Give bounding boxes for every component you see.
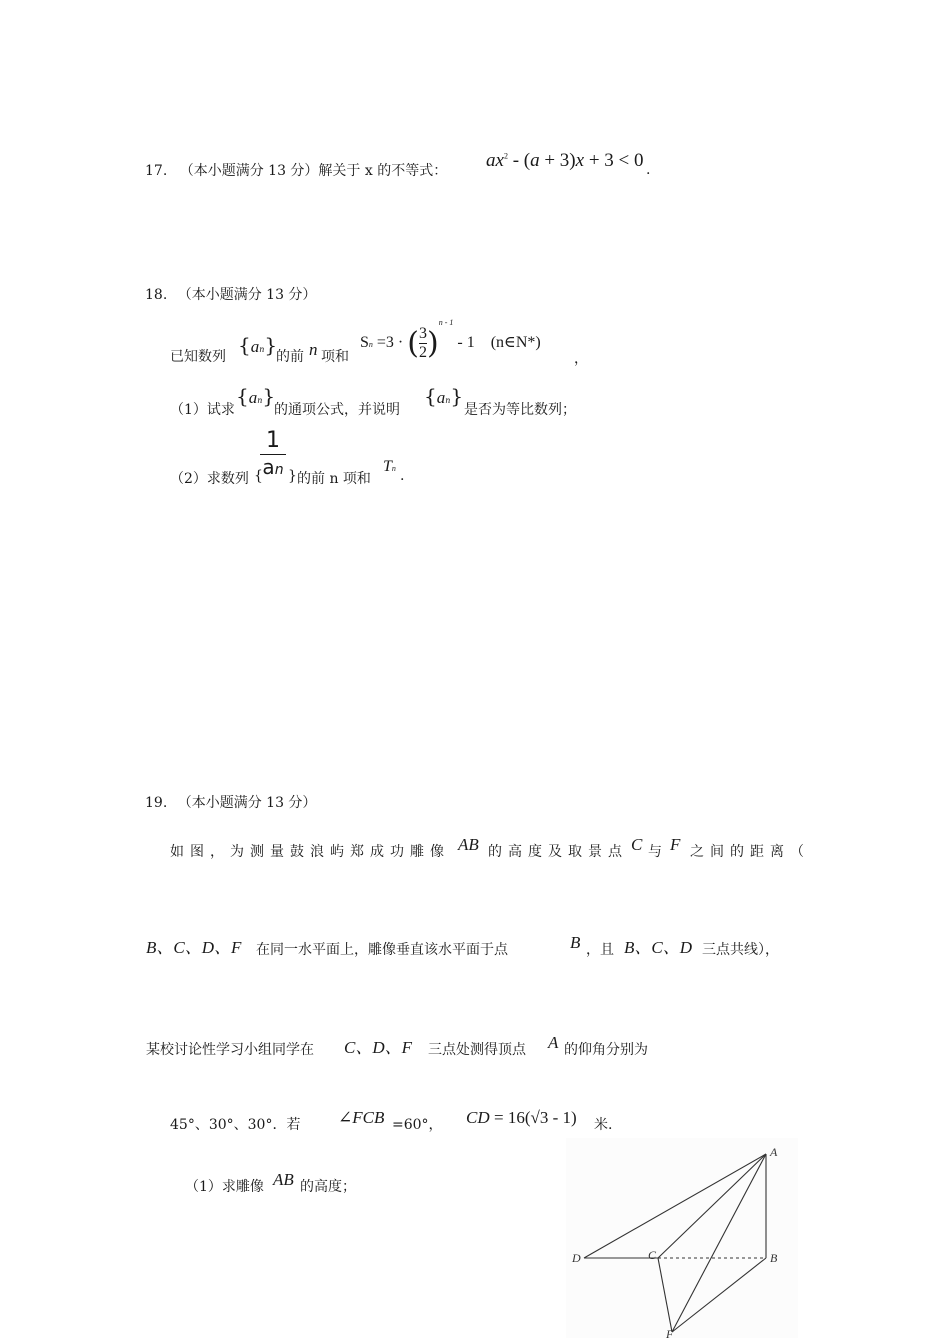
q18-part2-mid: 的前 n 项和: [297, 471, 371, 487]
label-A: A: [770, 1145, 778, 1159]
q18-part2-end: .: [400, 468, 405, 484]
q18-part1-end: 是否为等比数列；: [464, 402, 576, 418]
q18-heading: （本小题满分 13 分）: [177, 287, 317, 303]
q19-heading-line: [145, 792, 316, 812]
q18-a-sub: n: [259, 345, 265, 354]
q17-x: x: [575, 150, 585, 171]
q19-line3-b: 三点处测得顶点: [428, 1042, 526, 1058]
q17-paren: (: [523, 150, 531, 171]
q19-line4-angles: 45°、30°、30°．若: [170, 1117, 301, 1133]
q19-line2-b: ，且: [586, 942, 614, 958]
q19-line3-c: 的仰角分别为: [564, 1042, 648, 1058]
q19-part1-end: 的高度；: [300, 1179, 356, 1195]
q18-minus1: - 1: [457, 334, 475, 351]
q18-line1-text-b: 的前: [276, 349, 304, 365]
q18-part2-rbrace: }: [288, 468, 297, 484]
q18-part1-an: {an}: [236, 384, 276, 408]
q17-tail: + 3 < 0: [588, 150, 644, 171]
q18-part2-frac-den-sub: n: [274, 462, 284, 478]
q17-line: [145, 160, 447, 180]
q18-exp: n - 1: [438, 318, 454, 327]
label-B: B: [770, 1251, 778, 1265]
q17-formula: [486, 150, 644, 172]
q19-line1-AB: AB: [458, 835, 479, 854]
q18-eq3: =3 ·: [376, 334, 404, 351]
q18-part2-lbrace: {: [254, 468, 263, 484]
q18-part1-label: （1）试求: [170, 402, 235, 418]
q18-comma: ，: [574, 351, 588, 367]
q18-number: 18.: [145, 287, 168, 303]
q18-part2-T: Tn: [383, 458, 396, 475]
q19-line2-c: 三点共线），: [702, 942, 779, 958]
q18-heading-line: [145, 284, 316, 304]
q18-sum-formula: Sn =3 · ( $\frac{3}{2}$ )$^{n - 1}$ - 1 (n∈N*): [360, 318, 541, 361]
q19-part1-AB: AB: [273, 1170, 294, 1189]
q18-frac: $\frac{3}{2}$: [418, 325, 427, 361]
q17-a: a: [530, 150, 540, 171]
q18-line1-text-c: 项和: [321, 349, 349, 365]
q19-line4-eq2: = 16(√3 - 1): [494, 1108, 577, 1127]
q19-line4-eq: =60°，: [392, 1117, 443, 1133]
q18-part2-label: （2）求数列: [170, 471, 249, 487]
q19-line4-unit: 米.: [594, 1117, 613, 1133]
q19-line1-b: 的高度及取景点: [488, 844, 628, 860]
q17-period: .: [646, 162, 651, 178]
q17-number: 17.: [145, 163, 168, 179]
q18-n-var: n: [309, 340, 318, 359]
q18-part1-an2: {an}: [424, 384, 464, 408]
q18-a: a: [250, 337, 260, 356]
q19-line1-F: F: [670, 835, 681, 854]
q19-line1-a: 如图，为测量鼓浪屿郑成功雕像: [170, 844, 450, 860]
q18-S-sub: n: [368, 340, 373, 349]
q19-heading: （本小题满分 13 分）: [177, 795, 317, 811]
q18-cond: (n∈N*): [490, 334, 541, 351]
q19-line1-d: 之间的距离（: [690, 844, 810, 860]
q19-line4-CD: CD: [466, 1108, 490, 1127]
q18-part2-frac-num: 1: [266, 428, 280, 453]
q17-square: 2: [503, 151, 508, 161]
q19-line1-C: C: [631, 835, 643, 854]
q19-geometry-figure: [566, 1138, 798, 1338]
label-F: F: [666, 1327, 674, 1338]
label-C: C: [648, 1248, 657, 1262]
q17-heading: （本小题满分 13 分）解关于 x 的不等式：: [179, 163, 448, 179]
q19-line3-A: A: [548, 1033, 559, 1052]
q18-part2-frac-den: a: [262, 455, 275, 479]
q17-minus: -: [512, 150, 520, 171]
q17-ax: ax: [486, 150, 504, 171]
q19-line2-points2: B、C、D: [624, 938, 692, 957]
q17-plus3: + 3): [544, 150, 576, 171]
q19-line3-points: C、D、F: [344, 1038, 412, 1057]
q19-line2-a: 在同一水平面上，雕像垂直该水平面于点: [256, 942, 508, 958]
q18-seq-an: {an}: [238, 333, 278, 357]
q18-S: S: [360, 334, 369, 351]
q19-part1-label: （1）求雕像: [185, 1179, 264, 1195]
q19-line4-angle: ∠FCB: [338, 1108, 385, 1127]
q18-part2-frac: [260, 428, 286, 482]
q19-line1-c: 与: [648, 844, 662, 860]
q19-line3-a: 某校讨论性学习小组同学在: [146, 1042, 314, 1058]
q18-part1-mid: 的通项公式，并说明: [274, 402, 400, 418]
label-D: D: [572, 1251, 581, 1265]
q19-number: 19.: [145, 795, 168, 811]
q18-line1-text-a: 已知数列: [170, 349, 226, 365]
q19-line2-B: B: [570, 933, 581, 952]
q19-line2-points: B、C、D、F: [146, 938, 242, 957]
